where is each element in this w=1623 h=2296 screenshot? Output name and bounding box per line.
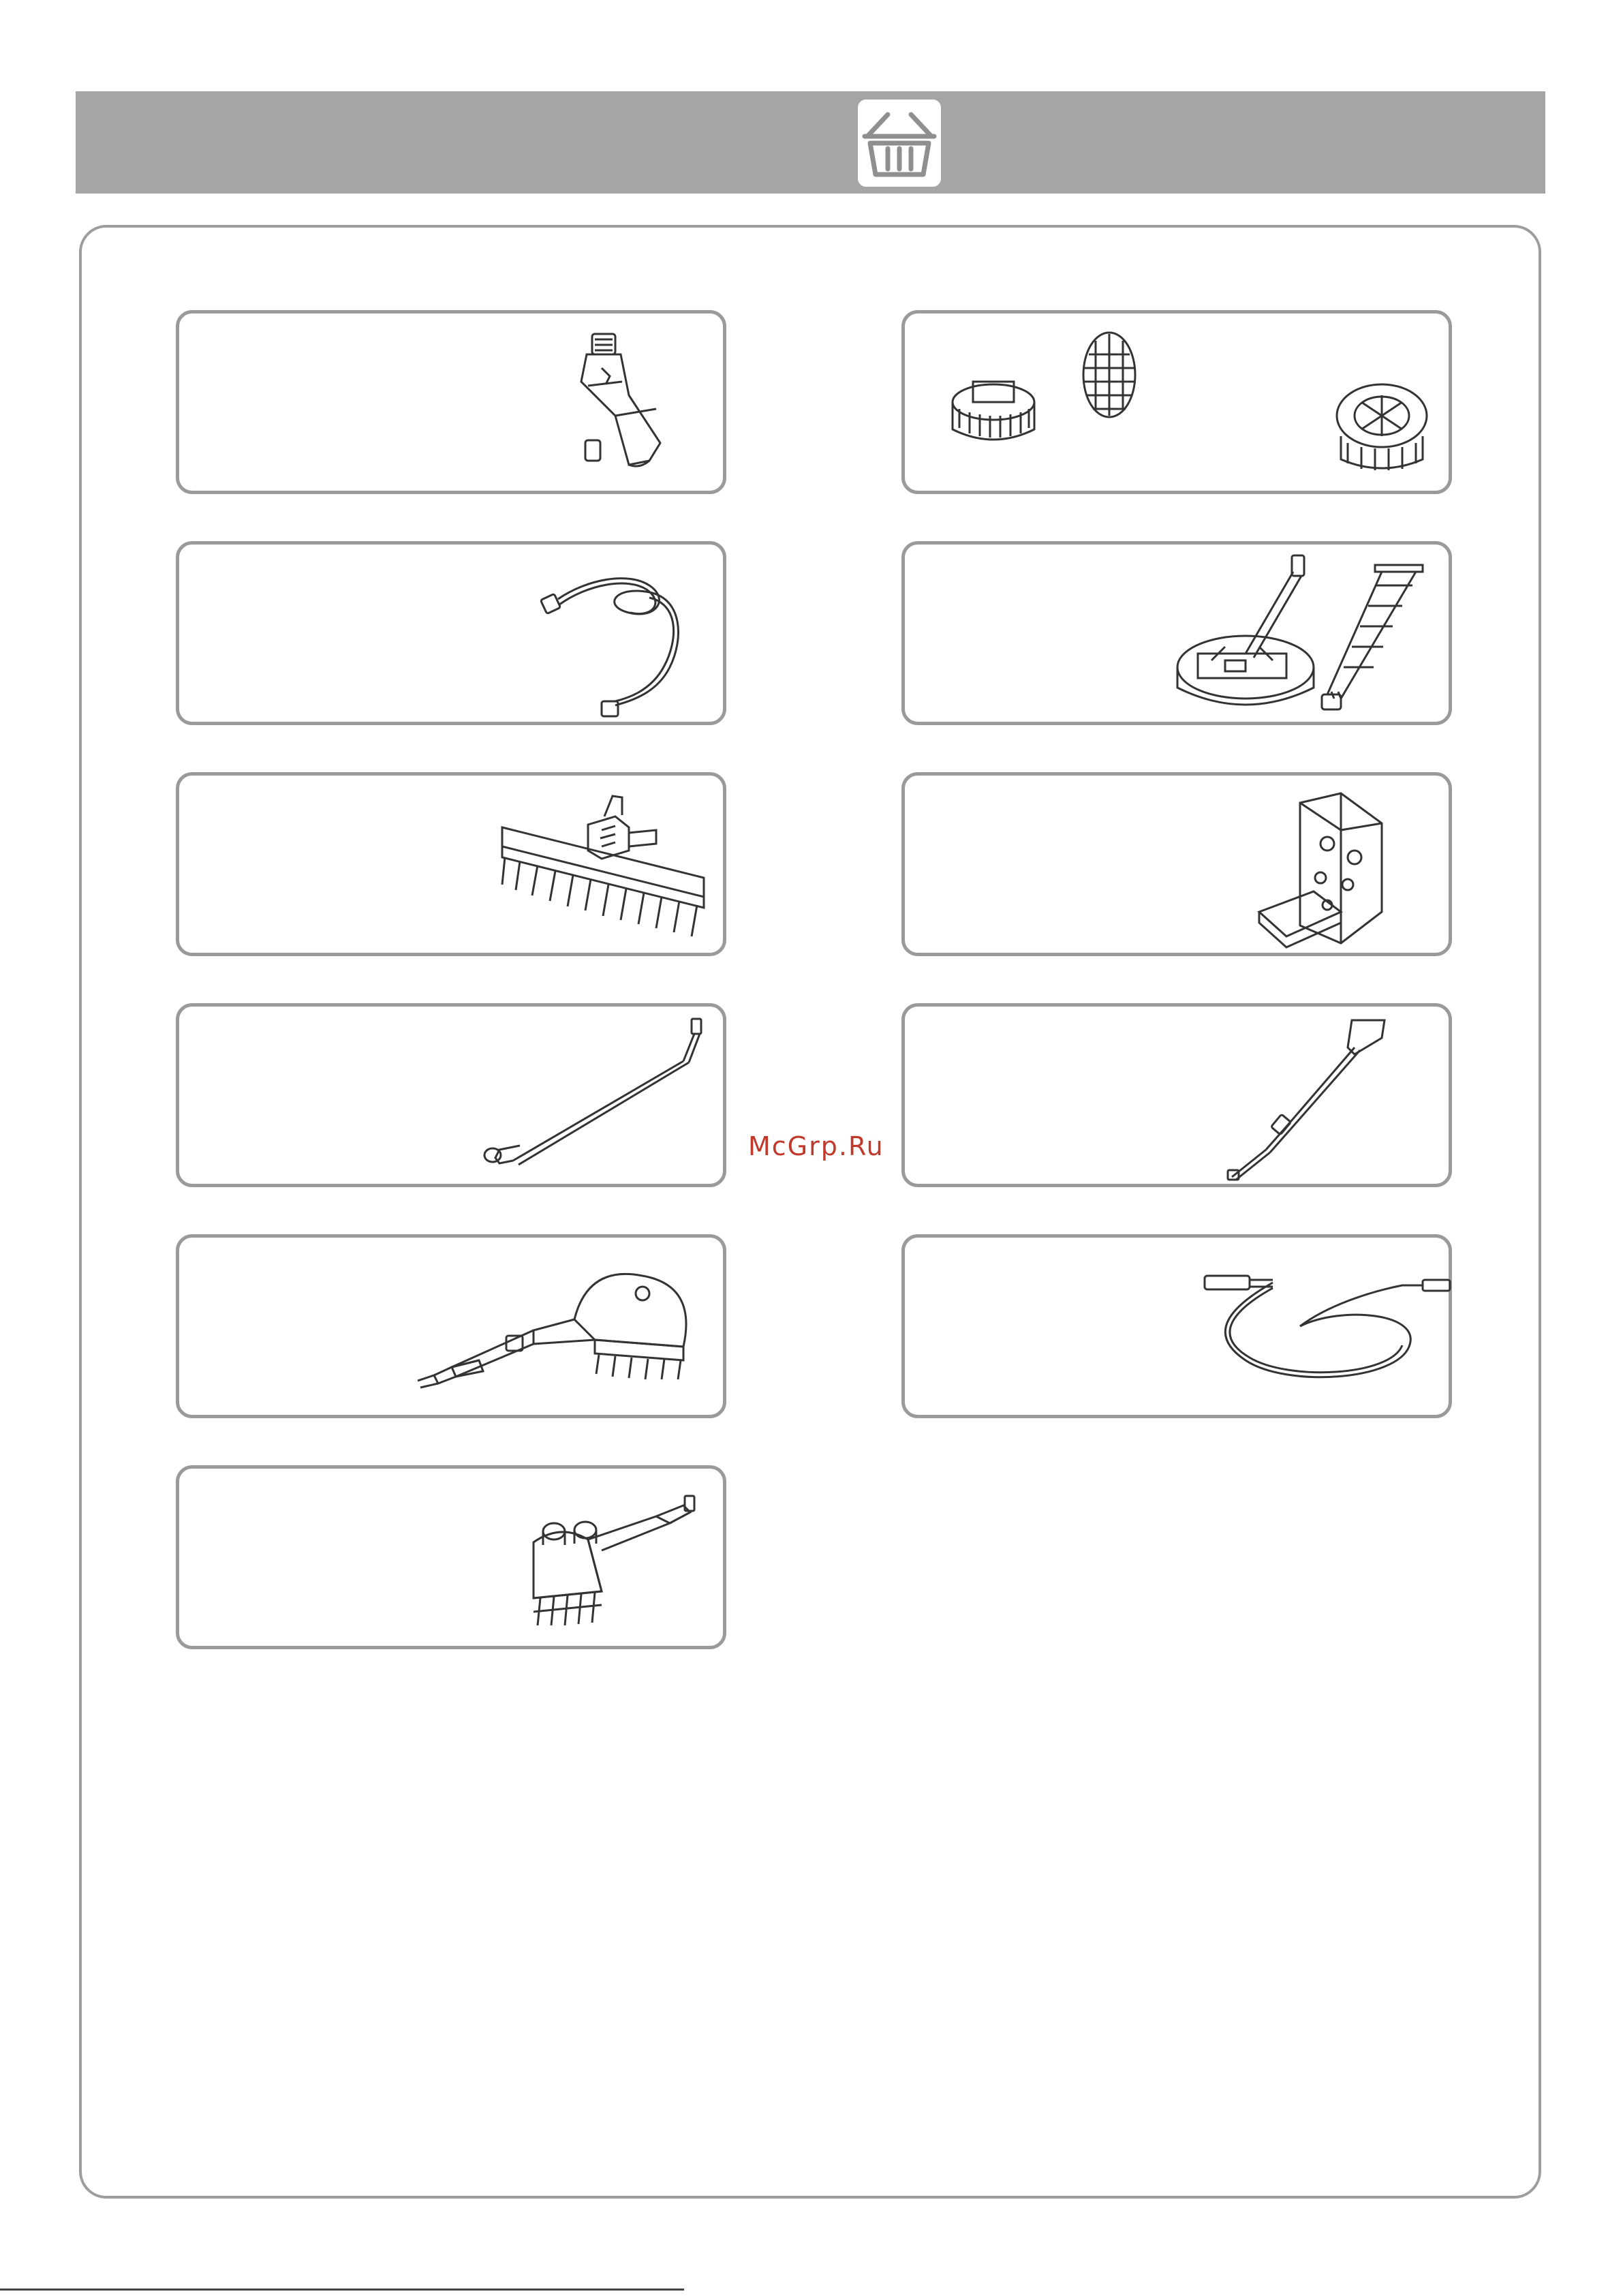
surface-cleaner-icon — [905, 545, 1455, 729]
accessory-card-surface-cleaner — [901, 541, 1452, 725]
accessory-card-angled-spray-lance — [176, 1003, 726, 1187]
extension-hose-icon — [905, 1238, 1455, 1422]
accessory-card-wall-bracket — [901, 772, 1452, 956]
accessory-card-extension-hose — [901, 1234, 1452, 1418]
accessory-card-wash-brush — [176, 772, 726, 956]
shopping-basket-icon — [858, 100, 941, 187]
accessory-card-rotating-brush — [176, 1465, 726, 1649]
wash-brush-icon — [179, 776, 730, 960]
accessory-card-suction-hose — [176, 541, 726, 725]
suction-hose-icon — [179, 545, 730, 729]
footer-rule — [0, 2289, 684, 2291]
telescopic-lance-icon — [905, 1007, 1455, 1191]
accessory-card-brush-set — [901, 310, 1452, 494]
rotating-brush-icon — [179, 1469, 730, 1653]
accessory-card-water-filter — [176, 310, 726, 494]
accessories-panel — [79, 225, 1541, 2199]
brush-set-icon — [905, 313, 1455, 498]
water-filter-icon — [179, 313, 730, 498]
angled-lance-icon — [179, 1007, 730, 1191]
accessory-card-rotary-wash-brush — [176, 1234, 726, 1418]
wall-bracket-icon — [905, 776, 1455, 960]
watermark: McGrp.Ru — [748, 1131, 884, 1161]
header-bar — [76, 91, 1545, 194]
accessory-card-telescopic-lance — [901, 1003, 1452, 1187]
rotary-brush-icon — [179, 1238, 730, 1422]
